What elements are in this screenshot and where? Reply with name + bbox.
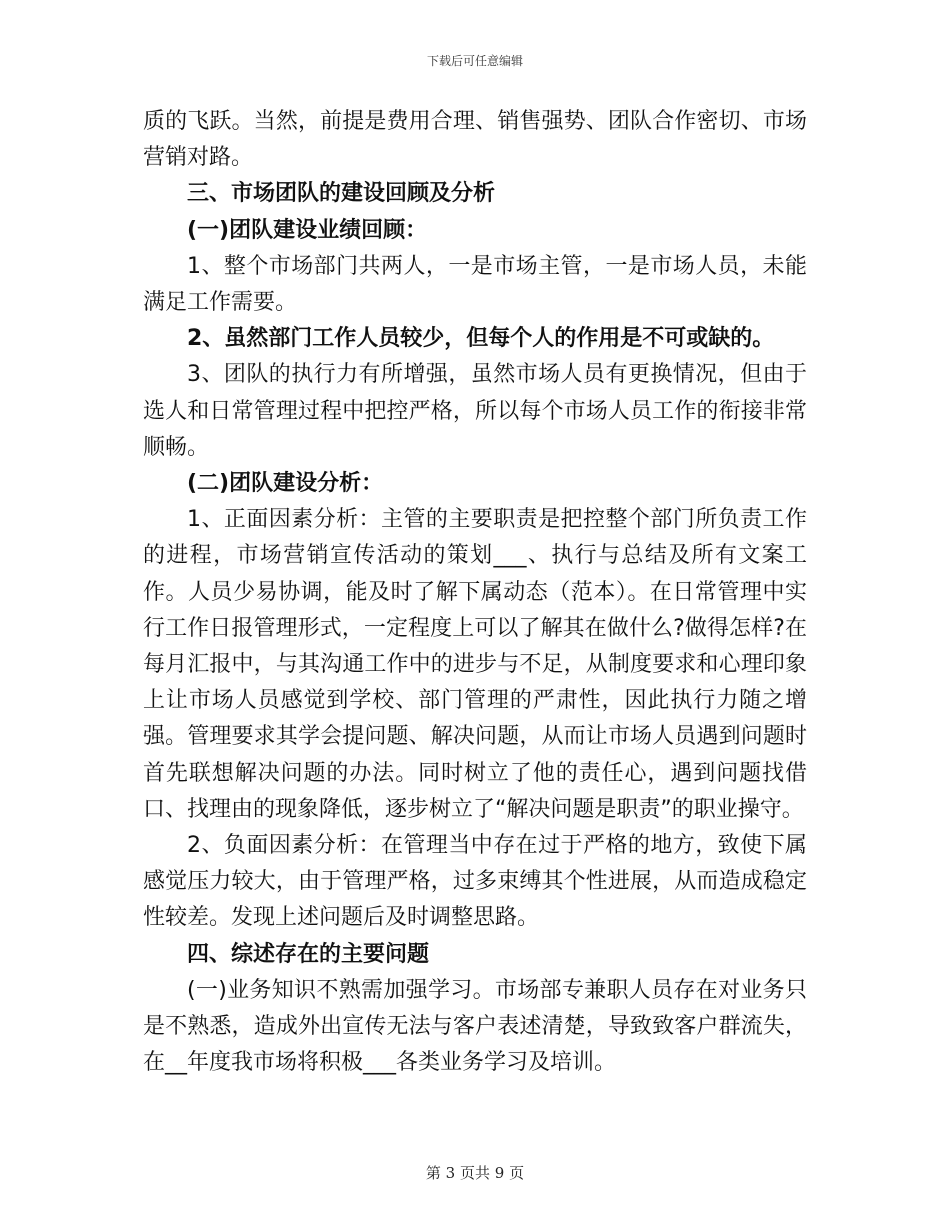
- subsection-heading-review: (一)团队建设业绩回顾：: [187, 217, 428, 243]
- section-heading-3: 三、市场团队的建设回顾及分析: [187, 181, 496, 207]
- paragraph-item-3: 3、团队的执行力有所增强，虽然市场人员有更换情况，但由于选人和日常管理过程中把控严格，所以每个市场人员工作的衔接非常顺畅。: [143, 362, 807, 460]
- paragraph-item-2: 2、虽然部门工作人员较少，但每个人的作用是不可或缺的。: [187, 326, 775, 352]
- section-heading-4: 四、综述存在的主要问题: [187, 941, 430, 967]
- document-body: [143, 104, 807, 1081]
- subsection-heading-analysis: (二)团队建设分析：: [187, 471, 384, 497]
- paragraph-positive-analysis: 1、正面因素分析：主管的主要职责是把控整个部门所负责工作的进程，市场营销宣传活动的策划___、执行与总结及所有文案工作。人员少易协调，能及时了解下属动态（范本）。在日常管理中实行工作日报管理形式，一定程度上可以了解其在做什么?做得怎样?在每月汇报中，与其沟通工作中的进步与不足，从制度要求和心理印象上让市场人员感觉到学校、部门管理的严肃性，因此执行力随之增强。管理要求其学会提问题、解决问题，从而让市场人员遇到问题时首先联想解决问题的办法。同时树立了他的责任心，遇到问题找借口、找理由的现象降低，逐步树立了“解决问题是职责”的职业操守。: [143, 507, 807, 822]
- paragraph-problem-1: (一)业务知识不熟需加强学习。市场部专兼职人员存在对业务只是不熟悉，造成外出宣传无法与客户表述清楚，导致致客户群流失，在__年度我市场将积极___各类业务学习及培训。: [143, 977, 807, 1076]
- paragraph-negative-analysis: 2、负面因素分析：在管理当中存在过于严格的地方，致使下属感觉压力较大，由于管理严格，过多束缚其个性进展，从而造成稳定性较差。发现上述问题后及时调整思路。: [143, 833, 807, 931]
- page-header: 下载后可任意编辑: [426, 54, 523, 68]
- paragraph-continuation: 质的飞跃。当然，前提是费用合理、销售强势、团队合作密切、市场营销对路。: [143, 109, 807, 171]
- paragraph-item-1: 1、整个市场部门共两人，一是市场主管，一是市场人员，未能满足工作需要。: [143, 253, 807, 316]
- page-footer: 第 3 页共 9 页: [425, 1164, 525, 1182]
